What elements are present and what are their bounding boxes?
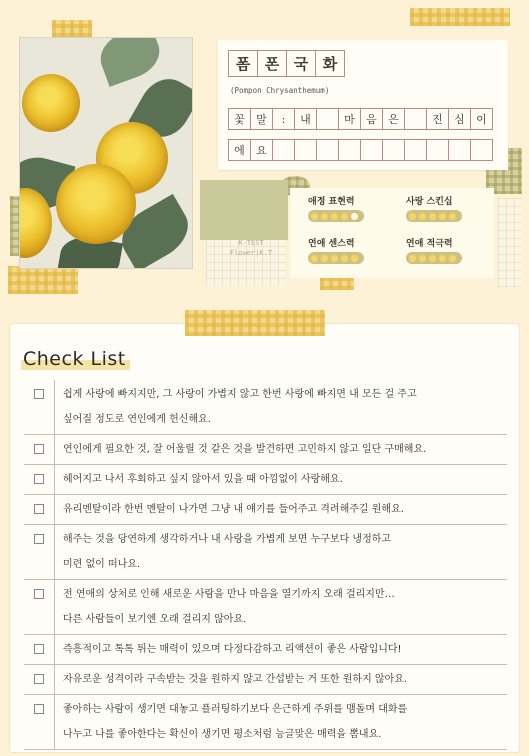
checklist-card [10, 324, 519, 752]
checklist-table [24, 380, 507, 750]
checklist-line: 자유로운 성격이라 구속받는 것을 원하지 않고 간섭받는 거 또한 원하지 않아요. [63, 674, 408, 685]
flower-title [228, 50, 344, 77]
checklist-row [24, 580, 507, 635]
checklist-line: 헤어지고 나서 후회하고 싶지 않아서 있을 때 아낌없이 사랑해요. [63, 474, 343, 485]
sticker-line-2: Flower|K.T [229, 249, 273, 257]
checklist-row [24, 465, 507, 495]
grid-char: 말 [250, 108, 273, 130]
checklist-text [55, 580, 395, 634]
meter-dot-filled [438, 212, 447, 221]
meter-dot-filled [330, 212, 339, 221]
checklist-row [24, 695, 507, 750]
grid-char: : [272, 108, 295, 130]
checkbox-cell [24, 380, 55, 434]
stats-panel [290, 188, 494, 278]
stat-meter [406, 252, 462, 264]
grid-char [316, 139, 339, 161]
stat-meter [406, 210, 462, 222]
meter-dot-filled [320, 254, 329, 263]
checkbox-cell [24, 635, 55, 664]
grid-char [404, 108, 427, 130]
grid-char: 마 [338, 108, 361, 130]
sticker-line-1: K-TEST [238, 239, 264, 247]
checklist-text [55, 495, 404, 524]
checklist-line: 유리멘탈이라 한번 멘탈이 나가면 그냥 내 얘기를 들어주고 격려해주길 원해요. [63, 504, 404, 515]
checkbox[interactable] [34, 389, 44, 399]
meter-dot-filled [418, 212, 427, 221]
stat-label: 연애 적극력 [406, 239, 453, 249]
meter-dot-filled [408, 254, 417, 263]
stat-skinship [406, 194, 462, 222]
meter-dot-filled [418, 254, 427, 263]
grid-char [272, 139, 295, 161]
grid-char [426, 139, 449, 161]
flower-photo [20, 38, 192, 268]
tape-center [185, 310, 325, 336]
meter-dot-filled [340, 212, 349, 221]
checklist-line: 좋아하는 사람이 생기면 대놓고 플러팅하기보다 은근하게 주위를 맴돌며 대화를 [63, 704, 408, 715]
meter-dot-filled [320, 212, 329, 221]
stat-sense [308, 236, 364, 264]
leaf-shape [94, 38, 166, 87]
meter-dot-filled [428, 212, 437, 221]
grid-char: 내 [294, 108, 317, 130]
grid-char [316, 108, 339, 130]
grid-char: 심 [448, 108, 471, 130]
flower-bloom [22, 74, 80, 132]
grid-char: 진 [426, 108, 449, 130]
checklist-row [24, 495, 507, 525]
checkbox-cell [24, 665, 55, 694]
meter-dot-filled [428, 254, 437, 263]
checkbox-cell [24, 465, 55, 494]
flower-bloom [56, 164, 136, 244]
meter-dot-filled [448, 254, 457, 263]
checklist-row [24, 665, 507, 695]
checkbox[interactable] [34, 444, 44, 454]
flower-info-card [218, 40, 508, 170]
checklist-line: 싶어질 정도로 연인에게 헌신해요. [63, 414, 211, 425]
meter-dot-empty [350, 212, 359, 221]
checklist-line: 나누고 나를 좋아한다는 확신이 생기면 평소처럼 능글맞은 매력을 뽐내요. [63, 729, 382, 740]
grid-char: 이 [470, 108, 493, 130]
checkbox-cell [24, 695, 55, 749]
checklist-row [24, 525, 507, 580]
stat-label: 사랑 스킨십 [406, 197, 453, 207]
grid-char: 은 [382, 108, 405, 130]
stat-meter [308, 210, 364, 222]
flower-language-row-2 [228, 139, 492, 161]
flower-language-row-1 [228, 108, 492, 130]
grid-char [338, 139, 361, 161]
checklist-text [55, 380, 417, 434]
stat-meter [308, 252, 364, 264]
checkbox-cell [24, 525, 55, 579]
checklist-text [55, 635, 402, 664]
meter-dot-filled [340, 254, 349, 263]
checklist-row [24, 435, 507, 465]
checklist-line: 연인에게 필요한 것, 잘 어울릴 것 같은 것을 발견하면 고민하지 않고 일단 구매해요. [63, 444, 427, 455]
meter-dot-filled [330, 254, 339, 263]
checklist-line: 전 연애의 상처로 인해 새로운 사람을 만나 마음을 열기까지 오래 걸리지만… [63, 589, 395, 600]
stat-label: 애정 표현력 [308, 197, 355, 207]
checklist-line: 해주는 것을 당연하게 생각하거나 내 사랑을 가볍게 보면 누구보다 냉정하고 [63, 534, 392, 545]
grid-char [294, 139, 317, 161]
checkbox[interactable] [34, 474, 44, 484]
meter-dot-filled [350, 254, 359, 263]
grid-char [448, 139, 471, 161]
checklist-text [55, 695, 407, 749]
checkbox-cell [24, 435, 55, 464]
checklist-text [55, 435, 426, 464]
flower-subtitle: (Pompon Chrysanthemum) [230, 86, 330, 95]
checklist-text [55, 525, 391, 579]
tape-top-right [410, 8, 510, 26]
checkbox[interactable] [34, 674, 44, 684]
stat-label: 연애 센스력 [308, 239, 355, 249]
checklist-line: 즉흥적이고 톡톡 튀는 매력이 있으며 다정다감하고 리액션이 좋은 사람입니다! [63, 644, 402, 655]
grid-patch-right [498, 198, 522, 288]
checklist-title: Check List [21, 348, 130, 370]
grid-char [470, 139, 493, 161]
checklist-row [24, 380, 507, 435]
stat-affection [308, 194, 364, 222]
checkbox-cell [24, 580, 55, 634]
grid-char: 에 [228, 139, 251, 161]
checklist-line: 쉽게 사랑에 빠지지만, 그 사랑이 가볍지 않고 한번 사랑에 빠지면 내 모든 걸 주고 [63, 389, 417, 400]
grid-char: 꽃 [228, 108, 251, 130]
checkbox-cell [24, 495, 55, 524]
patch-bottom-left [8, 266, 78, 294]
meter-dot-filled [310, 212, 319, 221]
title-char: 화 [315, 50, 345, 77]
checkbox[interactable] [34, 589, 44, 599]
meter-dot-filled [408, 212, 417, 221]
grid-char [360, 139, 383, 161]
title-char: 폰 [257, 50, 287, 77]
checkbox[interactable] [34, 504, 44, 514]
checklist-line: 다른 사람들이 보기엔 오래 걸리지 않아요. [63, 614, 247, 625]
meter-dot-filled [448, 212, 457, 221]
checklist-line: 미련 없이 떠나요. [63, 559, 141, 570]
checkbox[interactable] [34, 704, 44, 714]
checkbox[interactable] [34, 534, 44, 544]
checklist-text [55, 665, 407, 694]
grid-char [382, 139, 405, 161]
stat-proactive [406, 236, 462, 264]
grid-char [404, 139, 427, 161]
checkbox[interactable] [34, 644, 44, 654]
sticker-stamp [226, 238, 276, 258]
olive-block [200, 180, 288, 240]
grid-char: 요 [250, 139, 273, 161]
title-char: 국 [286, 50, 316, 77]
grid-char: 음 [360, 108, 383, 130]
checklist-text [55, 465, 343, 494]
title-char: 폼 [228, 50, 258, 77]
meter-dot-filled [438, 254, 447, 263]
checklist-row [24, 635, 507, 665]
meter-dot-filled [310, 254, 319, 263]
